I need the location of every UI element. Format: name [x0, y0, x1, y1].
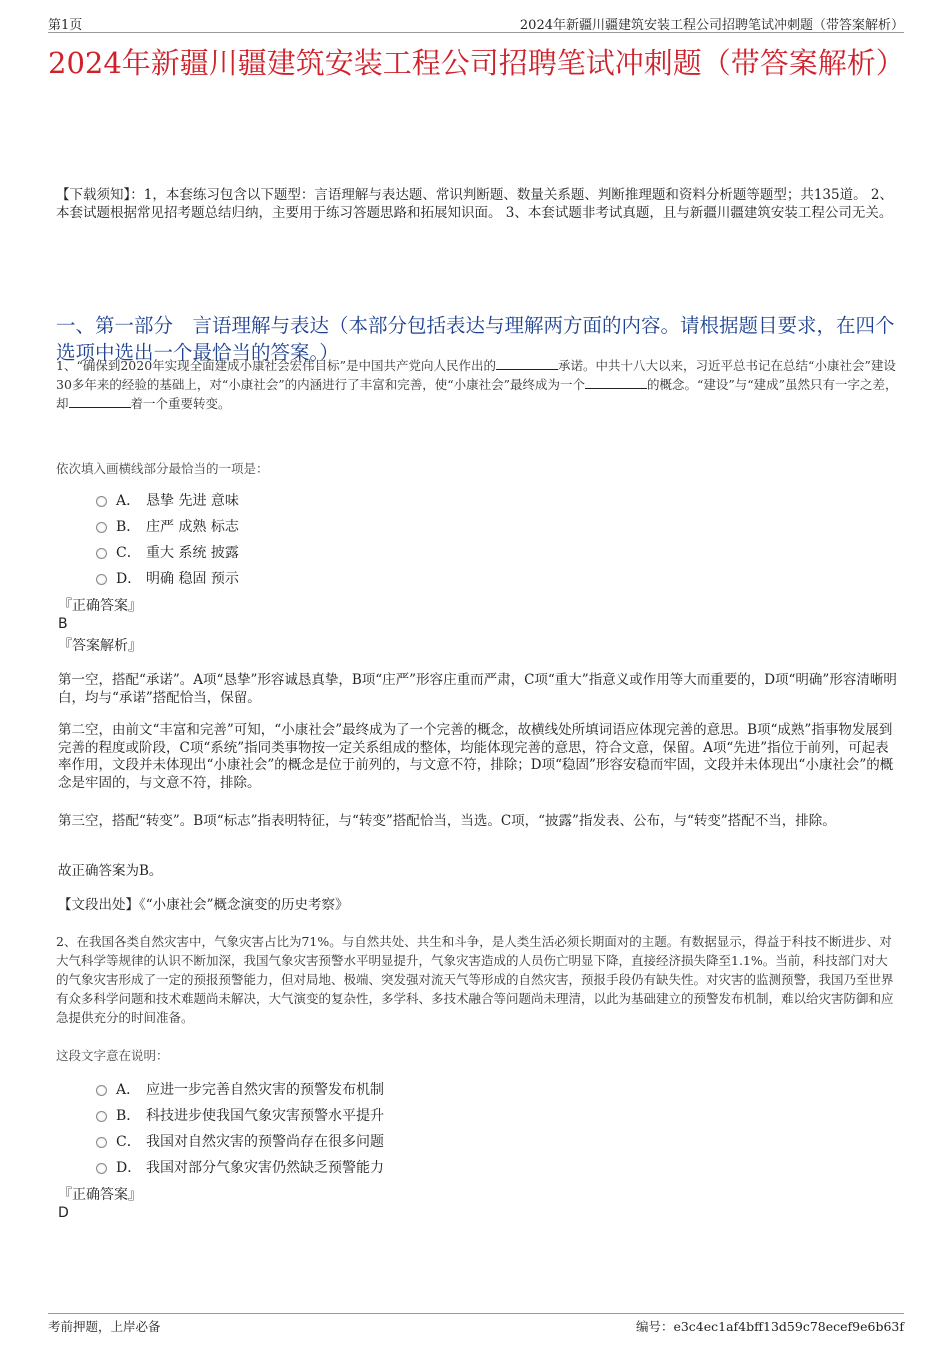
question-2-text: 2、在我国各类自然灾害中，气象灾害占比为71%。与自然共处、共生和斗争，是人类生活必须长期面对的主题。有数据显示，得益于科技不断进步、对大气科学等规律的认识不断加深，我国气象灾害预警水平明显提升，气象灾害造成的人员伤亡明显下降，直接经济损失降至1.1%。当前，科技部门对大的气象灾害形成了一定的预报预警能力，但对局地、极端、突发强对流天气等形成的自然灾害，预报手段仍有缺失性。对灾害的监测预警，我国乃至世界有众多科学问题和技术难题尚未解决，大气演变的复杂性，多学科、多技术融合等问题尚未理清，以此为基础建立的预警发布机制，难以给灾害防御和应急提供充分的时间准备。: [56, 934, 894, 1025]
answer-label: 『正确答案』: [58, 1187, 142, 1203]
page-footer: [48, 1313, 904, 1334]
answer-label: 『正确答案』: [58, 598, 142, 614]
option-b[interactable]: B． 庄严 成熟 标志: [96, 514, 239, 540]
document-title: 2024年新疆川疆建筑安装工程公司招聘笔试冲刺题（带答案解析）: [48, 46, 905, 80]
option-d[interactable]: D． 我国对部分气象灾害仍然缺乏预警能力: [96, 1155, 384, 1181]
radio-icon[interactable]: [96, 1085, 107, 1096]
text-source: 【文段出处】《“小康社会”概念演变的历史考察》: [58, 897, 349, 913]
option-a[interactable]: A． 恳挚 先进 意味: [96, 488, 239, 514]
download-notice: 【下载须知】：1，本套练习包含以下题型：言语理解与表达题、常识判断题、数量关系题、判断推理题和资料分析题等题型；共135道。 2、本套试题根据常见招考题总结归纳，主要用于练习答题思路和拓展知识面。 3、本套试题非考试真题，且与新疆川疆建筑安装工程公司无关。: [56, 187, 893, 221]
option-c[interactable]: C． 重大 系统 披露: [96, 540, 239, 566]
fill-blank: [496, 357, 558, 370]
analysis-paragraph-3: 第三空，搭配“转变”。B项“标志”指表明特征，与“转变”搭配恰当，当选。C项，“披露”指发表、公布，与“转变”搭配不当，排除。: [58, 813, 836, 829]
question-2-options: [96, 1077, 384, 1181]
analysis-paragraph-1: 第一空，搭配“承诺”。A项“恳挚”形容诚恳真挚，B项“庄严”形容庄重而严肃，C项“重大”指意义或作用等大而重要的，D项“明确”形容清晰明白，均与“承诺”搭配恰当，保留。: [58, 672, 897, 706]
page-header: [48, 14, 904, 33]
question-1-options: [96, 488, 239, 592]
fill-blank: [69, 395, 131, 408]
footer-slogan: 考前押题，上岸必备: [48, 1319, 161, 1334]
radio-icon[interactable]: [96, 1111, 107, 1122]
question-1-prompt: 依次填入画横线部分最恰当的一项是：: [56, 461, 269, 476]
header-doc-title: 2024年新疆川疆建筑安装工程公司招聘笔试冲刺题（带答案解析）: [519, 18, 904, 33]
section-heading: 一、第一部分 言语理解与表达（本部分包括表达与理解两方面的内容。请根据题目要求，在四个选项中选出一个最恰当的答案。）: [56, 314, 895, 364]
analysis-paragraph-2: 第二空，由前文“丰富和完善”可知，“小康社会”最终成为了一个完善的概念，故横线处所填词语应体现完善的意思。B项“成熟”指事物发展到完善的程度或阶段，C项“系统”指同类事物按一定关系组成的整体，均能体现完善的意思，符合文意，保留。A项“先进”指位于前列，可起表率作用，文段并未体现出“小康社会”的概念是位于前列的，与文意不符，排除；D项“稳固”形容安稳而牢固，文段并未体现出“小康社会”的概念是牢固的，与文意不符，排除。: [58, 722, 894, 791]
radio-icon[interactable]: [96, 1163, 107, 1174]
radio-icon[interactable]: [96, 496, 107, 507]
question-2-prompt: 这段文字意在说明：: [56, 1048, 169, 1063]
fill-blank: [585, 376, 647, 389]
radio-icon[interactable]: [96, 522, 107, 533]
question-1-text: 1、“确保到2020年实现全面建成小康社会宏伟目标”是中国共产党向人民作出的 承诺。中共十八大以来，习近平总书记在总结“小康社会”建设30多年来的经验的基础上，对“小康社会”的内涵进行了丰富和完善，使“小康社会”最终成为一个 的概念。“建设”与“建成”虽然只有一字之差，却 着一个重要转变。: [56, 358, 898, 411]
radio-icon[interactable]: [96, 548, 107, 559]
document-id: 编号：e3c4ec1af4bff13d59c78ecef9e6b63f: [635, 1319, 904, 1334]
analysis-conclusion: 故正确答案为B。: [58, 863, 163, 879]
option-d[interactable]: D． 明确 稳固 预示: [96, 566, 239, 592]
option-a[interactable]: A． 应进一步完善自然灾害的预警发布机制: [96, 1077, 384, 1103]
answer-value: B: [58, 616, 68, 632]
option-b[interactable]: B． 科技进步使我国气象灾害预警水平提升: [96, 1103, 384, 1129]
option-c[interactable]: C． 我国对自然灾害的预警尚存在很多问题: [96, 1129, 384, 1155]
answer-value: D: [58, 1205, 69, 1221]
radio-icon[interactable]: [96, 574, 107, 585]
page-number: 第1页: [48, 18, 83, 33]
analysis-label: 『答案解析』: [58, 638, 142, 654]
radio-icon[interactable]: [96, 1137, 107, 1148]
